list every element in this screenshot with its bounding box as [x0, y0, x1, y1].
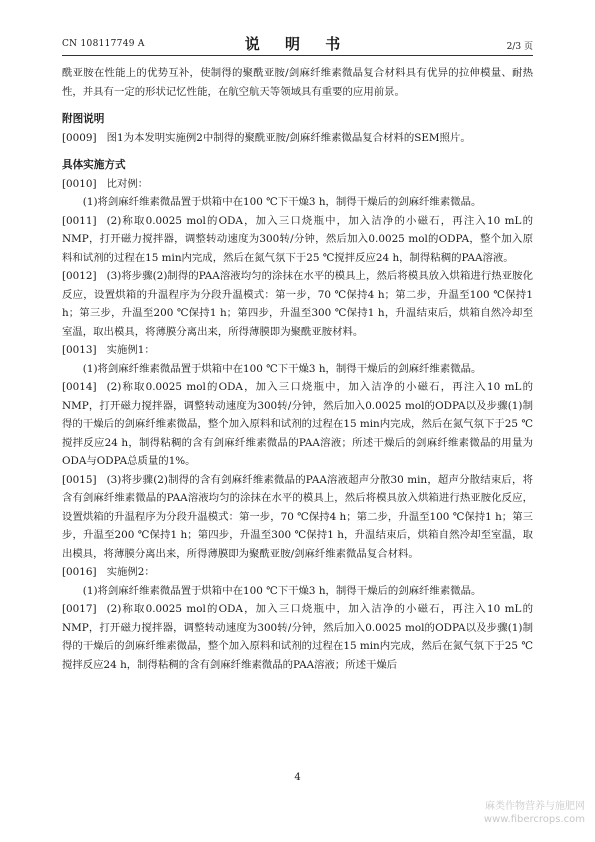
- paragraph-0016: [62, 563, 533, 582]
- header-divider: [62, 55, 533, 56]
- paragraph-number: [0012]: [62, 270, 97, 282]
- page-indicator: 2/3 页: [506, 42, 533, 52]
- section-heading-embodiments: 具体实施方式: [62, 159, 126, 171]
- page-header: [62, 33, 533, 53]
- section-heading-drawings: 附图说明: [62, 113, 105, 125]
- paragraph-0013: [62, 341, 533, 360]
- paragraph-0017: [62, 600, 533, 674]
- continued-paragraph: 酰亚胺在性能上的优势互补，使制得的聚酰亚胺/剑麻纤维素微晶复合材料具有优异的拉伸模量、耐热性，并具有一定的形状记忆性能，在航空航天等领域具有重要的应用前景。: [62, 67, 533, 98]
- paragraph-number: [0009]: [62, 131, 97, 144]
- paragraph-0012: [62, 267, 533, 341]
- document-body: [62, 64, 533, 674]
- paragraph-number: [0017]: [62, 603, 97, 615]
- watermark: [484, 800, 585, 826]
- paragraph-0015: [62, 471, 533, 564]
- paragraph-text: (3)将步骤(2)制得的PAA溶液均匀的涂抹在水平的模具上，然后将模具放入烘箱进行热亚胺化反应，设置烘箱的升温程序为分段升温模式：第一步，70 ℃保持4 h；第二步，升温至100 ℃保持1 h；第三步，升温至200 ℃保持1 h；第四步，升温至300 ℃保持1 h，升温结束后，烘箱自然冷却至室温，取出模具，将薄膜分离出来，所得薄膜即为聚酰亚胺材料。: [62, 270, 533, 338]
- paragraph-text: 图1为本发明实施例2中制得的聚酰亚胺/剑麻纤维素微晶复合材料的SEM照片。: [106, 131, 471, 144]
- paragraph-text: 实施例1：: [106, 344, 155, 356]
- paragraph-text: (2)称取0.0025 mol的ODA，加入三口烧瓶中，加入洁净的小磁石，再注入10 mL的NMP，打开磁力搅拌器，调整转动速度为300转/分钟，然后加入0.0025 mol的ODPA，整个加入原料和试剂的过程在15 min内完成，然后在氮气氛下于25 ℃搅拌反应24 h，制得粘稠的PAA溶液。: [62, 214, 533, 264]
- page-number: 4: [294, 772, 301, 783]
- paragraph-0016-step1: (1)将剑麻纤维素微晶置于烘箱中在100 ℃下干燥3 h，制得干燥后的剑麻纤维素微晶。: [82, 584, 482, 597]
- document-title: 说 明 书: [244, 35, 351, 53]
- paragraph-0010-step1: (1)将剑麻纤维素微晶置于烘箱中在100 ℃下干燥3 h，制得干燥后的剑麻纤维素微晶。: [82, 196, 482, 208]
- paragraph-0009: [62, 129, 533, 148]
- paragraph-0014: [62, 378, 533, 471]
- paragraph-number: [0014]: [62, 381, 97, 393]
- paragraph-number: [0016]: [62, 566, 97, 578]
- paragraph-number: [0015]: [62, 473, 97, 486]
- paragraph-text: 实施例2：: [106, 566, 155, 578]
- paragraph-number: [0013]: [62, 344, 97, 356]
- paragraph-number: [0010]: [62, 177, 97, 190]
- watermark-site-name: 麻类作物营养与施肥网: [485, 801, 585, 812]
- paragraph-text: (3)将步骤(2)制得的含有剑麻纤维素微晶的PAA溶液超声分散30 min，超声分散结束后，将含有剑麻纤维素微晶的PAA溶液均匀的涂抹在水平的模具上，然后将模具放入烘箱进行热亚胺化反应，设置烘箱的升温程序为分段升温模式：第一步，70 ℃保持4 h；第二步，升温至100 ℃保持1 h；第三步，升温至200 ℃保持1 h；第四步，升温至300 ℃保持1 h，升温结束后，烘箱自然冷却至室温，取出模具，将薄膜分离出来，所得薄膜即为聚酰亚胺/剑麻纤维素微晶复合材料。: [62, 473, 533, 560]
- paragraph-number: [0011]: [62, 214, 97, 227]
- paragraph-0010: [62, 175, 533, 194]
- paragraph-0011: [62, 212, 533, 268]
- patent-number: CN 108117749 A: [62, 39, 145, 49]
- paragraph-text: (2)称取0.0025 mol的ODA，加入三口烧瓶中，加入洁净的小磁石，再注入10 mL的NMP，打开磁力搅拌器，调整转动速度为300转/分钟，然后加入0.0025 mol的ODPA以及步骤(1)制得的干燥后的剑麻纤维素微晶，整个加入原料和试剂的过程在15 min内完成，然后在氮气氛下于25 ℃搅拌反应24 h，制得粘稠的含有剑麻纤维素微晶的PAA溶液；所述干燥后的剑麻纤维素微晶的用量为ODA与ODPA总质量的1%。: [62, 381, 533, 467]
- paragraph-text: (2)称取0.0025 mol的ODA，加入三口烧瓶中，加入洁净的小磁石，再注入10 mL的NMP，打开磁力搅拌器，调整转动速度为300转/分钟，然后加入0.0025 mol的ODPA以及步骤(1)制得的干燥后的剑麻纤维素微晶，整个加入原料和试剂的过程在15 min内完成，然后在氮气氛下于25 ℃搅拌反应24 h，制得粘稠的含有剑麻纤维素微晶的PAA溶液；所述干燥后: [62, 603, 533, 671]
- watermark-url: www.fibercrops.com: [483, 814, 585, 825]
- paragraph-0013-step1: (1)将剑麻纤维素微晶置于烘箱中在100 ℃下干燥3 h，制得干燥后的剑麻纤维素微晶。: [82, 362, 482, 375]
- paragraph-text: 比对例：: [106, 177, 149, 190]
